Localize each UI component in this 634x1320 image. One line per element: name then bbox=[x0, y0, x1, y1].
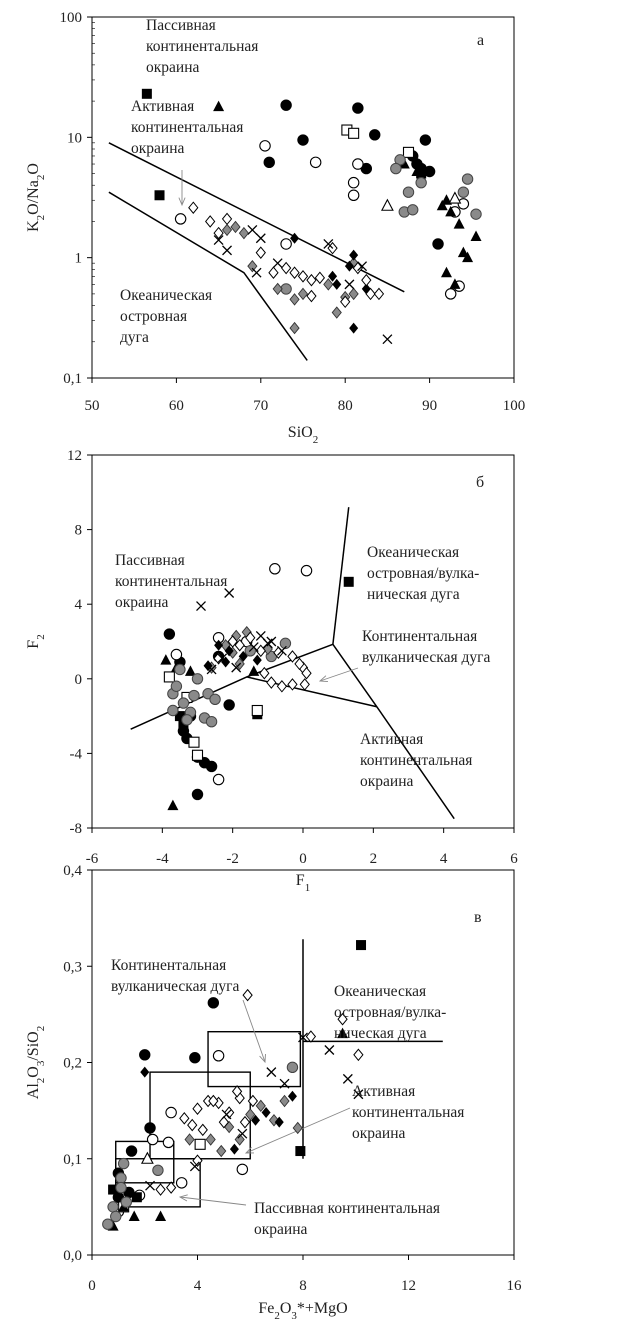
grey-diamond-marker bbox=[290, 294, 299, 305]
open-circle-marker bbox=[458, 199, 468, 209]
open-diamond-marker bbox=[277, 681, 286, 692]
open-square-marker bbox=[193, 750, 203, 760]
x-tick-label: 0 bbox=[88, 1278, 96, 1294]
panel-1 bbox=[25, 10, 525, 446]
field-label: Океаническая bbox=[334, 983, 427, 1000]
filled-diamond-marker bbox=[349, 323, 358, 334]
grey-circle-marker bbox=[462, 174, 472, 184]
grey-diamond-marker bbox=[324, 279, 333, 290]
y-tick-label: 0,1 bbox=[63, 371, 82, 387]
grey-diamond-marker bbox=[206, 1134, 215, 1145]
field-label: окраина bbox=[115, 594, 169, 611]
filled-triangle-marker bbox=[471, 230, 482, 241]
y-tick-label: -8 bbox=[69, 821, 82, 837]
grey-diamond-marker bbox=[248, 261, 257, 272]
grey-circle-marker bbox=[108, 1202, 118, 1212]
grey-circle-marker bbox=[116, 1173, 126, 1183]
filled-diamond-marker bbox=[288, 1091, 297, 1102]
x-tick-label: 70 bbox=[253, 398, 269, 414]
y-tick-label: 0,4 bbox=[63, 863, 82, 879]
open-circle-marker bbox=[163, 1137, 173, 1147]
open-diamond-marker bbox=[256, 247, 265, 258]
filled-square-marker bbox=[132, 1192, 142, 1202]
open-diamond-marker bbox=[206, 216, 215, 227]
x-tick-label: 60 bbox=[168, 398, 184, 414]
open-circle-marker bbox=[281, 239, 291, 249]
open-square-marker bbox=[189, 737, 199, 747]
filled-diamond-marker bbox=[230, 1144, 239, 1155]
field-label: окраина bbox=[146, 59, 200, 76]
open-circle-marker bbox=[175, 214, 185, 224]
open-diamond-marker bbox=[188, 1120, 197, 1131]
x-tick-label: 12 bbox=[401, 1278, 416, 1294]
panel-letter: б bbox=[476, 474, 485, 491]
open-circle-marker bbox=[301, 565, 311, 575]
y-axis-label: $K_2O/Na_2O$ bbox=[25, 163, 47, 232]
filled-diamond-marker bbox=[349, 250, 358, 261]
filled-diamond-marker bbox=[140, 1067, 149, 1078]
open-circle-marker bbox=[237, 1164, 247, 1174]
filled-triangle-marker bbox=[441, 267, 452, 278]
open-circle-marker bbox=[147, 1134, 157, 1144]
field-label: Океаническая bbox=[367, 544, 460, 561]
panel-letter: в bbox=[474, 909, 482, 926]
grey-circle-marker bbox=[171, 681, 181, 691]
open-square-marker bbox=[164, 672, 174, 682]
x-tick-label: 16 bbox=[506, 1278, 522, 1294]
open-square-marker bbox=[404, 147, 414, 157]
grey-circle-marker bbox=[403, 187, 413, 197]
x-tick-label: 80 bbox=[337, 398, 353, 414]
x-tick-label: -4 bbox=[156, 851, 169, 867]
filled-circle-marker bbox=[264, 157, 274, 167]
field-label: Пассивная континентальная bbox=[254, 1200, 441, 1217]
field-label: Активная bbox=[360, 731, 424, 748]
field-label: островная/вулка- bbox=[367, 565, 480, 582]
x-axis-label: $Fe_2O_3*+MgO$ bbox=[258, 1300, 348, 1320]
field-label: Континентальная bbox=[111, 957, 227, 974]
open-diamond-marker bbox=[269, 267, 278, 278]
y-tick-label: 100 bbox=[59, 10, 82, 26]
grey-circle-marker bbox=[287, 1062, 297, 1072]
annotation-arrow bbox=[320, 668, 358, 681]
filled-circle-marker bbox=[224, 700, 234, 710]
y-tick-label: 0 bbox=[74, 671, 82, 688]
grey-diamond-marker bbox=[280, 1096, 289, 1107]
x-tick-label: 0 bbox=[299, 851, 307, 867]
open-square-marker bbox=[195, 1139, 205, 1149]
field-label: континентальная bbox=[352, 1104, 465, 1121]
open-diamond-marker bbox=[189, 202, 198, 213]
field-label: окраина bbox=[352, 1125, 406, 1142]
grey-circle-marker bbox=[471, 209, 481, 219]
open-circle-marker bbox=[166, 1107, 176, 1117]
x-tick-label: 90 bbox=[422, 398, 438, 414]
open-diamond-marker bbox=[306, 1031, 315, 1042]
grey-circle-marker bbox=[118, 1158, 128, 1168]
field-label: ническая дуга bbox=[367, 586, 460, 603]
grey-diamond-marker bbox=[349, 288, 358, 299]
filled-triangle-marker bbox=[213, 101, 224, 112]
y-tick-label: 12 bbox=[67, 448, 82, 464]
grey-circle-marker bbox=[182, 715, 192, 725]
x-tick-label: -6 bbox=[85, 851, 99, 867]
open-diamond-marker bbox=[243, 990, 252, 1001]
grey-circle-marker bbox=[206, 716, 216, 726]
grey-diamond-marker bbox=[223, 224, 232, 235]
y-tick-label: 0,1 bbox=[63, 1151, 82, 1168]
panel-letter: а bbox=[477, 32, 485, 49]
field-label: окраина bbox=[131, 140, 185, 157]
open-diamond-marker bbox=[362, 275, 371, 286]
x-tick-label: 8 bbox=[299, 1278, 307, 1294]
filled-circle-marker bbox=[420, 135, 430, 145]
grey-diamond-marker bbox=[273, 283, 282, 294]
open-square-marker bbox=[349, 128, 359, 138]
y-tick-label: 1 bbox=[74, 250, 82, 267]
filled-circle-marker bbox=[370, 130, 380, 140]
open-circle-marker bbox=[213, 1051, 223, 1061]
filled-circle-marker bbox=[164, 629, 174, 639]
open-diamond-marker bbox=[240, 1117, 249, 1128]
boundary-line bbox=[333, 507, 349, 644]
filled-square-marker bbox=[344, 577, 354, 587]
cross-marker bbox=[267, 1068, 276, 1077]
grey-circle-marker bbox=[458, 187, 468, 197]
x-tick-label: 4 bbox=[439, 851, 448, 867]
open-circle-marker bbox=[310, 157, 320, 167]
field-label: островная bbox=[120, 308, 188, 325]
filled-circle-marker bbox=[190, 1052, 200, 1062]
x-tick-label: 100 bbox=[502, 398, 526, 414]
grey-circle-marker bbox=[121, 1197, 131, 1207]
grey-diamond-marker bbox=[290, 323, 299, 334]
field-label: Пассивная bbox=[146, 17, 216, 34]
open-circle-marker bbox=[270, 564, 280, 574]
field-label: Континентальная bbox=[362, 628, 478, 645]
open-diamond-marker bbox=[300, 679, 309, 690]
grey-circle-marker bbox=[408, 205, 418, 215]
x-tick-label: 6 bbox=[510, 851, 518, 867]
open-circle-marker bbox=[348, 177, 358, 187]
y-tick-label: 10 bbox=[67, 130, 82, 147]
grey-circle-marker bbox=[175, 664, 185, 674]
field-label: окраина bbox=[360, 773, 414, 790]
open-diamond-marker bbox=[354, 1049, 363, 1060]
filled-square-marker bbox=[295, 1146, 305, 1156]
grey-circle-marker bbox=[178, 698, 188, 708]
boundary-line bbox=[247, 677, 377, 707]
filled-square-marker bbox=[155, 190, 165, 200]
filled-circle-marker bbox=[353, 103, 363, 113]
field-label: Активная bbox=[131, 98, 195, 115]
filled-circle-marker bbox=[140, 1050, 150, 1060]
filled-square-marker bbox=[356, 940, 366, 950]
open-triangle-marker bbox=[382, 200, 393, 211]
x-tick-label: 50 bbox=[84, 398, 100, 414]
field-label: вулканическая дуга bbox=[362, 649, 491, 666]
field-label: континентальная bbox=[360, 752, 473, 769]
open-circle-marker bbox=[446, 289, 456, 299]
grey-circle-marker bbox=[189, 690, 199, 700]
grey-circle-marker bbox=[210, 694, 220, 704]
cross-marker bbox=[223, 246, 232, 255]
x-axis-label: $F_1$ bbox=[295, 872, 311, 894]
grey-circle-marker bbox=[103, 1219, 113, 1229]
filled-circle-marker bbox=[298, 135, 308, 145]
y-tick-label: 0,0 bbox=[63, 1248, 82, 1264]
y-tick-label: 4 bbox=[74, 597, 82, 614]
grey-circle-marker bbox=[153, 1165, 163, 1175]
grey-circle-marker bbox=[168, 705, 178, 715]
field-label: окраина bbox=[254, 1221, 308, 1238]
cross-marker bbox=[256, 234, 265, 243]
open-circle-marker bbox=[171, 649, 181, 659]
filled-triangle-marker bbox=[160, 654, 171, 665]
filled-circle-marker bbox=[208, 998, 218, 1008]
field-label: ническая дуга bbox=[334, 1025, 427, 1042]
open-diamond-marker bbox=[180, 1113, 189, 1124]
filled-circle-marker bbox=[433, 239, 443, 249]
cross-marker bbox=[383, 335, 392, 344]
grey-circle-marker bbox=[416, 177, 426, 187]
open-diamond-marker bbox=[307, 291, 316, 302]
open-diamond-marker bbox=[156, 1184, 165, 1195]
grey-diamond-marker bbox=[185, 1134, 194, 1145]
filled-circle-marker bbox=[145, 1123, 155, 1133]
open-diamond-marker bbox=[299, 271, 308, 282]
x-tick-label: 2 bbox=[369, 851, 378, 867]
panel-2 bbox=[25, 448, 518, 894]
cross-marker bbox=[325, 1045, 334, 1054]
field-label: Пассивная bbox=[115, 552, 185, 569]
open-diamond-marker bbox=[267, 677, 276, 688]
filled-triangle-marker bbox=[155, 1211, 166, 1222]
open-square-marker bbox=[252, 706, 262, 716]
filled-triangle-marker bbox=[454, 218, 465, 229]
filled-circle-marker bbox=[206, 761, 216, 771]
cross-marker bbox=[345, 280, 354, 289]
filled-circle-marker bbox=[192, 789, 202, 799]
y-tick-label: 0,3 bbox=[63, 959, 82, 976]
cross-marker bbox=[273, 259, 282, 268]
grey-diamond-marker bbox=[231, 221, 240, 232]
cross-marker bbox=[197, 602, 206, 611]
field-label: вулканическая дуга bbox=[111, 978, 240, 995]
x-axis-label: SiO$_2$ bbox=[287, 424, 319, 446]
panel-3 bbox=[25, 863, 522, 1320]
filled-circle-marker bbox=[281, 100, 291, 110]
y-axis-label: $Al_2O_3/SiO_2$ bbox=[25, 1025, 47, 1100]
grey-circle-marker bbox=[111, 1211, 121, 1221]
grey-circle-marker bbox=[391, 163, 401, 173]
open-diamond-marker bbox=[290, 267, 299, 278]
annotation-arrow bbox=[180, 1197, 246, 1205]
filled-triangle-marker bbox=[167, 800, 178, 811]
open-diamond-marker bbox=[374, 288, 383, 299]
field-label: Океаническая bbox=[120, 287, 213, 304]
open-diamond-marker bbox=[223, 213, 232, 224]
field-label: островная/вулка- bbox=[334, 1004, 447, 1021]
open-diamond-marker bbox=[167, 1182, 176, 1193]
open-triangle-marker bbox=[142, 1153, 153, 1164]
y-axis-label: $F_2$ bbox=[25, 634, 47, 649]
field-label: континентальная bbox=[115, 573, 228, 590]
open-circle-marker bbox=[176, 1178, 186, 1188]
grey-diamond-marker bbox=[239, 228, 248, 239]
grey-diamond-marker bbox=[217, 1146, 226, 1157]
field-label: континентальная bbox=[146, 38, 259, 55]
x-tick-label: 4 bbox=[193, 1278, 202, 1294]
filled-circle-marker bbox=[126, 1146, 136, 1156]
cross-marker bbox=[343, 1074, 352, 1083]
y-tick-label: 8 bbox=[74, 522, 82, 539]
open-diamond-marker bbox=[307, 275, 316, 286]
y-tick-label: -4 bbox=[69, 746, 82, 763]
filled-triangle-marker bbox=[248, 665, 259, 676]
field-label: Активная bbox=[352, 1083, 416, 1100]
filled-diamond-marker bbox=[332, 279, 341, 290]
grey-diamond-marker bbox=[332, 307, 341, 318]
field-label: дуга bbox=[120, 329, 149, 346]
x-tick-label: -2 bbox=[226, 851, 239, 867]
grey-circle-marker bbox=[192, 674, 202, 684]
open-diamond-marker bbox=[198, 1124, 207, 1135]
open-diamond-marker bbox=[282, 263, 291, 274]
y-tick-label: 0,2 bbox=[63, 1055, 82, 1072]
cross-marker bbox=[252, 268, 261, 277]
open-circle-marker bbox=[348, 190, 358, 200]
grey-circle-marker bbox=[116, 1182, 126, 1192]
cross-marker bbox=[248, 225, 257, 234]
filled-triangle-marker bbox=[129, 1211, 140, 1222]
open-circle-marker bbox=[260, 141, 270, 151]
field-label: континентальная bbox=[131, 119, 244, 136]
open-diamond-marker bbox=[193, 1103, 202, 1114]
open-circle-marker bbox=[213, 774, 223, 784]
open-diamond-marker bbox=[315, 272, 324, 283]
open-circle-marker bbox=[353, 159, 363, 169]
grey-diamond-marker bbox=[299, 288, 308, 299]
